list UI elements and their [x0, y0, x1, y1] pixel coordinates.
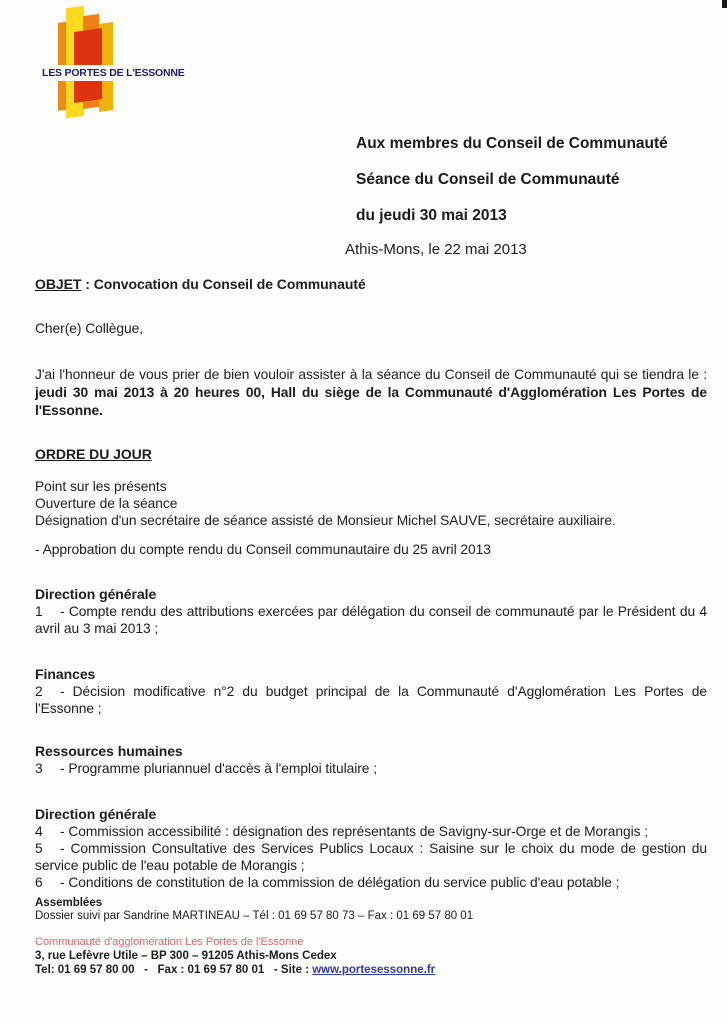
- place-date-line: Athis-Mons, le 22 mai 2013: [345, 241, 527, 258]
- agenda-item: [35, 683, 707, 717]
- subject-label: OBJET: [35, 276, 82, 292]
- footer-tel-line: [35, 964, 685, 977]
- letter-header: [356, 134, 668, 242]
- agenda-item-text: - Commission Consultative des Services Publics Locaux : Saisine sur le choix du mode de gestion du service public de l'eau potable de Morangis ;: [35, 841, 707, 873]
- letter-footer: [35, 897, 685, 977]
- agenda-item-number: 4: [35, 824, 43, 839]
- agenda-preliminary-line: Désignation d'un secrétaire de séance assisté de Monsieur Michel SAUVE, secrétaire auxiliaire.: [35, 513, 616, 528]
- footer-service-name: Assemblées: [35, 897, 103, 909]
- website-link[interactable]: www.portesessonne.fr: [312, 964, 436, 976]
- header-seance-line: Séance du Conseil de Communauté: [356, 171, 620, 188]
- agenda-section-heading: Direction générale: [35, 586, 157, 602]
- agenda-item-number: 5: [35, 841, 43, 856]
- subject-text: Convocation du Conseil de Communauté: [93, 276, 366, 292]
- agenda-section: [35, 586, 707, 637]
- salutation: Cher(e) Collègue,: [35, 321, 144, 336]
- agenda-preliminary-line: Ouverture de la séance: [35, 496, 178, 511]
- logo-text: LES PORTES DE L'ESSONNE: [40, 65, 188, 81]
- agenda-item-text: - Conditions de constitution de la commission de délégation du service public d'eau potable ;: [60, 875, 620, 890]
- intro-regular-text: J'ai l'honneur de vous prier de bien vouloir assister à la séance du Conseil de Communauté qui se tiendra le :: [35, 367, 707, 382]
- agenda-item-text: - Commission accessibilité : désignation des représentants de Savigny-sur-Orge et de Morangis ;: [60, 824, 649, 839]
- agenda-section-heading: Finances: [35, 666, 96, 682]
- agenda-section: [35, 743, 707, 777]
- agenda-item-number: 2: [35, 684, 43, 699]
- agenda-item: [35, 823, 707, 840]
- footer-contact-line: Dossier suivi par Sandrine MARTINEAU – Tél : 01 69 57 80 73 – Fax : 01 69 57 80 01: [35, 910, 474, 922]
- les-portes-essonne-logo: [0, 0, 220, 130]
- agenda-title: ORDRE DU JOUR: [35, 446, 152, 462]
- subject-separator: :: [81, 276, 94, 292]
- agenda-item-number: 3: [35, 761, 43, 776]
- agenda-item: [35, 840, 707, 874]
- agenda-item: [35, 603, 707, 637]
- agenda-item-text: - Programme pluriannuel d'accès à l'emploi titulaire ;: [60, 761, 377, 776]
- subject-line: [35, 276, 707, 293]
- agenda-item: [35, 874, 707, 891]
- header-date-line: du jeudi 30 mai 2013: [356, 207, 507, 224]
- intro-bold-text: jeudi 30 mai 2013 à 20 heures 00, Hall du siège de la Communauté d'Agglomération Les Portes de l'Essonne.: [35, 385, 707, 418]
- agenda-item-number: 1: [35, 604, 43, 619]
- agenda-section-heading: Direction générale: [35, 806, 157, 822]
- agenda-preliminary: [35, 478, 707, 529]
- footer-tel-text: Tel: 01 69 57 80 00 - Fax : 01 69 57 80 01 - Site :: [35, 964, 313, 976]
- agenda-item-text: - Décision modificative n°2 du budget principal de la Communauté d'Agglomération Les Portes de l'Essonne ;: [35, 684, 707, 716]
- agenda-preliminary-line: Point sur les présents: [35, 479, 167, 494]
- agenda-item-text: - Compte rendu des attributions exercées par délégation du conseil de communauté par le Président du 4 avril au 3 mai 2013 ;: [35, 604, 707, 636]
- agenda-section-heading: Ressources humaines: [35, 743, 183, 759]
- agenda-section: [35, 666, 707, 717]
- letter-body: [35, 276, 707, 891]
- footer-address: 3, rue Lefèvre Utile – BP 300 – 91205 Athis-Mons Cedex: [35, 950, 337, 962]
- agenda-section: [35, 806, 707, 891]
- agenda-item: [35, 760, 707, 777]
- scan-artifact-corner: [722, 0, 727, 8]
- footer-org-name: Communauté d'agglomération Les Portes de l'Essonne: [35, 936, 304, 948]
- agenda-item-number: 6: [35, 875, 43, 890]
- agenda-approbation: - Approbation du compte rendu du Conseil communautaire du 25 avril 2013: [35, 542, 491, 557]
- header-recipient-line: Aux membres du Conseil de Communauté: [356, 135, 668, 152]
- intro-paragraph: [35, 366, 707, 420]
